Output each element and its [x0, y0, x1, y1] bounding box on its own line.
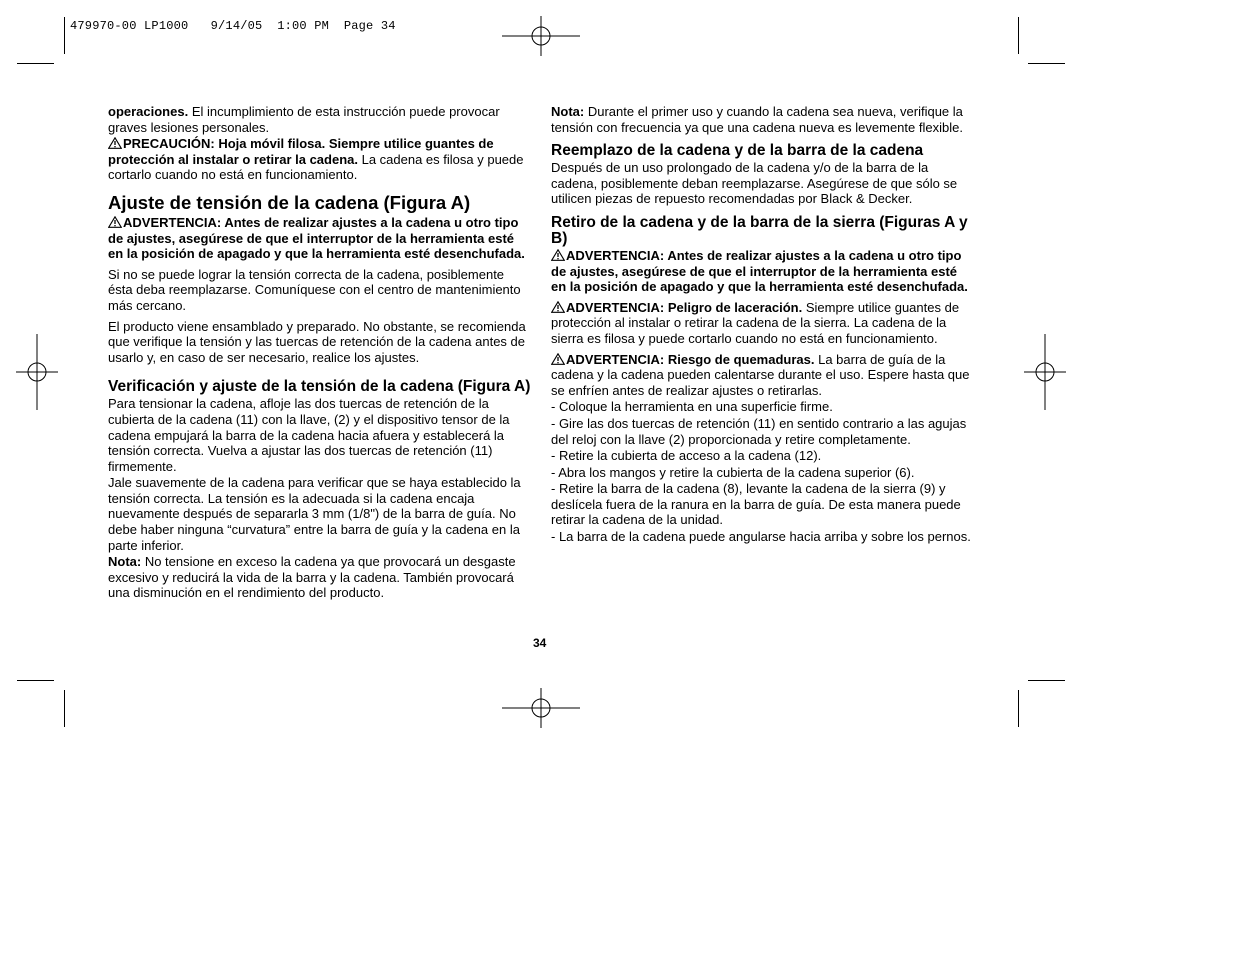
- right-paragraph-2: Después de un uso prolongado de la cadena y/o de la barra de la cadena, posiblemente deban reemplazarse. Asegúrese de que sólo se utilicen piezas de repuesto recomendadas por Black & Decker.: [551, 160, 958, 207]
- registration-mark-left: [16, 334, 58, 410]
- warning-triangle-icon: [108, 137, 122, 149]
- page-number: 34: [533, 636, 547, 650]
- left-paragraph-6: Jale suavemente de la cadena para verificar que se haya establecido la tensión correcta. La tensión es la adecuada si la cadena encaja nuevamente después de separarla 3 mm (1/8") de la barra de guía. No debe haber ninguna “curvatura” entre la barra de guía y la cadena en la parte inferior.: [108, 475, 521, 553]
- subsection-heading: Verificación y ajuste de la tensión de la cadena (Figura A): [108, 378, 531, 396]
- step-item: - Abra los mangos y retire la cubierta de la cadena superior (6).: [551, 464, 915, 480]
- step-item: - Coloque la herramienta en una superficie firme.: [551, 399, 833, 415]
- left-paragraph-1: operaciones. El incumplimiento de esta instrucción puede provocar graves lesiones personales.: [108, 104, 500, 135]
- section-heading: Ajuste de tensión de la cadena (Figura A): [108, 191, 471, 213]
- warning-triangle-icon: [551, 301, 565, 313]
- registration-mark-top: [502, 16, 580, 56]
- note-paragraph: Nota: No tensione en exceso la cadena ya que provocará un desgaste excesivo y reducirá la vida de la barra y la cadena. También provocará una disminución en el rendimiento del producto.: [108, 554, 516, 601]
- left-column: [108, 104, 532, 602]
- step-item: - La barra de la cadena puede angularse hacia arriba y sobre los pernos.: [551, 529, 971, 545]
- step-item: - Gire las dos tuercas de retención (11) en sentido contrario a las agujas del reloj con la llave (2) proporcionada y retire completamente.: [551, 415, 967, 447]
- registration-mark-right: [1024, 334, 1066, 410]
- right-column: [551, 104, 975, 546]
- warning-triangle-icon: [551, 249, 565, 261]
- warning-paragraph: ADVERTENCIA: Riesgo de quemaduras. La barra de guía de la cadena y la cadena pueden calentarse durante el uso. Espere hasta que se enfríen antes de realizar ajustes o retirarlas.: [551, 351, 970, 398]
- warning-paragraph: ADVERTENCIA: Antes de realizar ajustes a la cadena u otro tipo de ajustes, asegúrese de que el interruptor de la herramienta esté en la posición de apagado y que la herramienta esté desenchufada.: [108, 214, 525, 262]
- subsection-heading: Retiro de la cadena y de la barra de la sierra (Figuras A y B): [551, 213, 968, 247]
- note-paragraph: Nota: Durante el primer uso y cuando la cadena sea nueva, verifique la tensión con frecuencia ya que una cadena nueva es levemente flexible.: [551, 104, 963, 135]
- registration-mark-bottom: [502, 688, 580, 728]
- step-item: - Retire la barra de la cadena (8), levante la cadena de la sierra (9) y deslícela fuera de la ranura en la barra de guía. De esta manera puede retirar la cadena de la unidad.: [551, 481, 961, 528]
- warning-paragraph: ADVERTENCIA: Peligro de laceración. Siempre utilice guantes de protección al instalar o retirar la cadena de la sierra. La cadena de la sierra es filosa y puede cortarlo cuando no está en funcionamiento.: [551, 299, 960, 346]
- step-item: - Retire la cubierta de acceso a la cadena (12).: [551, 448, 822, 464]
- subsection-heading: Reemplazo de la cadena y de la barra de la cadena: [551, 142, 924, 160]
- warning-paragraph: ADVERTENCIA: Antes de realizar ajustes a la cadena u otro tipo de ajustes, asegúrese de que el interruptor de la herramienta esté en la posición de apagado y que la herramienta esté desenchufada.: [551, 247, 968, 295]
- warning-triangle-icon: [108, 216, 122, 228]
- print-slug: 479970-00 LP1000 9/14/05 1:00 PM Page 34: [70, 19, 396, 33]
- left-paragraph-3: Si no se puede lograr la tensión correcta de la cadena, posiblemente ésta deba reemplazarse. Comuníquese con el centro de mantenimiento más cercano.: [108, 266, 521, 313]
- caution-paragraph: PRECAUCIÓN: Hoja móvil filosa. Siempre utilice guantes de protección al instalar o retirar la cadena. La cadena es filosa y puede cortarlo cuando no está en funcionamiento.: [108, 136, 524, 183]
- left-paragraph-5: Para tensionar la cadena, afloje las dos tuercas de retención de la cubierta de la cadena (11) con la llave, (2) y el dispositivo tensor de la cadena empujará la barra de la cadena hacia afuera y establecerá la tensión correcta. Vuelva a ajustar las dos tuercas de retención (11) firmemente.: [108, 396, 510, 474]
- left-paragraph-4: El producto viene ensamblado y preparado. No obstante, se recomienda que verifique la tensión y las tuercas de retención de la cadena antes de usarlo y, en caso de ser necesario, realice los ajustes.: [108, 318, 526, 365]
- warning-triangle-icon: [551, 353, 565, 365]
